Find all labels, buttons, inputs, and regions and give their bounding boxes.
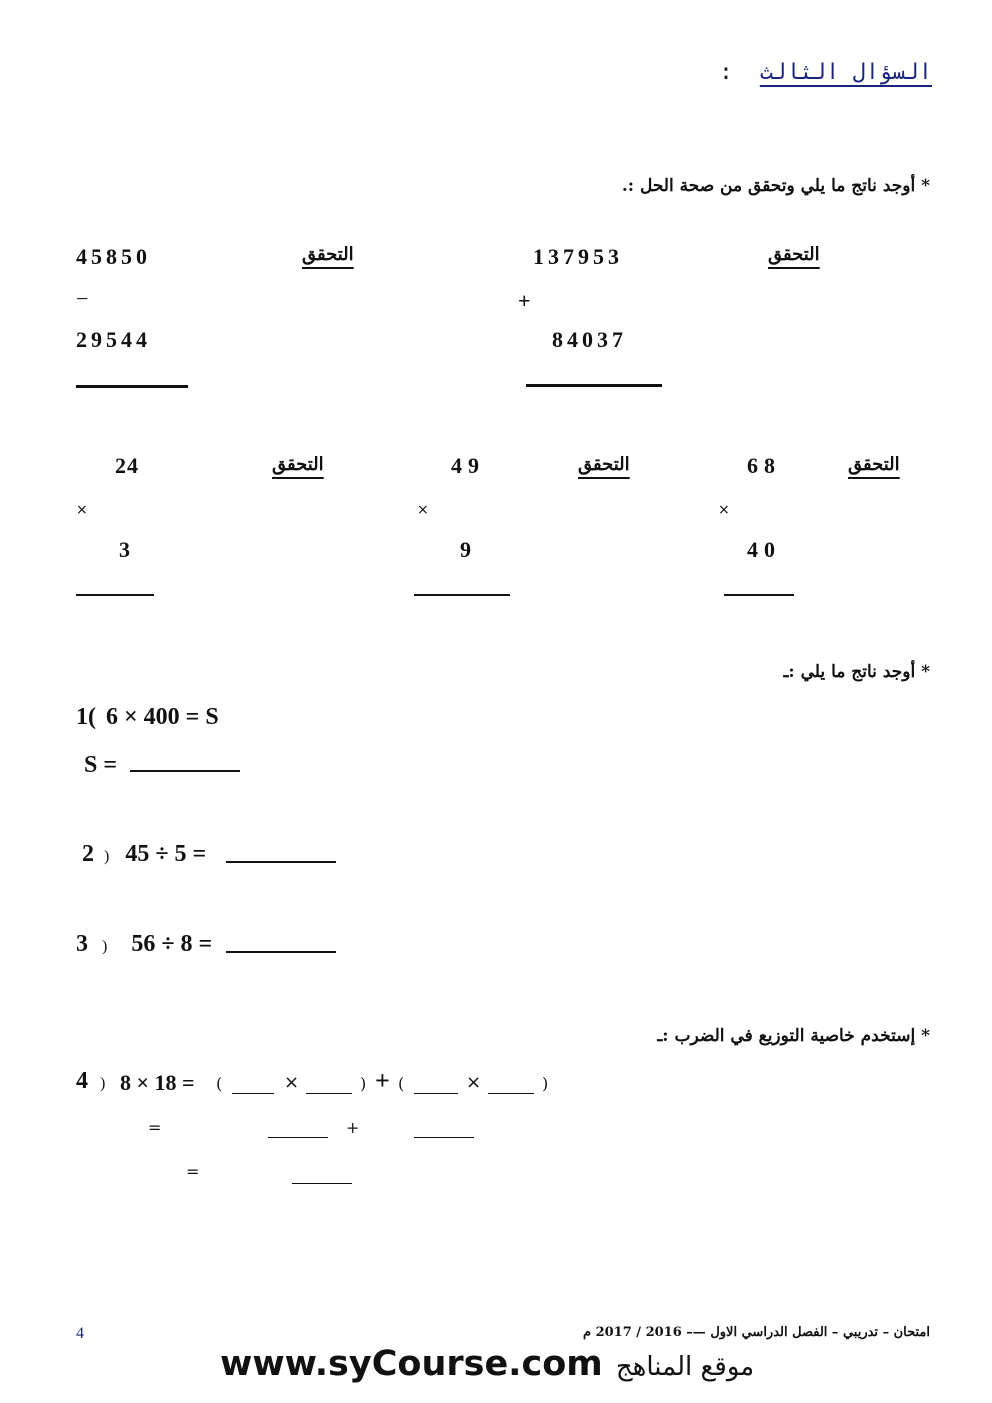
addition-top: 137953 [533, 244, 623, 269]
mult-1-top: 24 [115, 453, 139, 478]
mult-1-answer-line [76, 594, 154, 596]
q4-blank-1[interactable] [232, 1093, 274, 1094]
check-label-mult-1: التحقق [272, 454, 324, 475]
q1-answer-label: S = [84, 752, 118, 778]
q4-expression: 8 × 18 = [120, 1070, 195, 1095]
q1-answer-line[interactable] [130, 770, 240, 772]
instruction-2: * أوجد ناتج ما يلي :ـ [783, 662, 930, 682]
check-label-mult-2: التحقق [578, 454, 630, 475]
q4-blank-3[interactable] [414, 1093, 458, 1094]
section-title-row [719, 60, 932, 85]
check-label-add: التحقق [768, 244, 820, 265]
q4-times-1: × [284, 1072, 300, 1093]
q4-close-2: ) [542, 1074, 549, 1093]
q4-times-2: × [466, 1072, 482, 1093]
q4-blank-6[interactable] [414, 1137, 474, 1138]
mult-2-answer-line [414, 594, 510, 596]
subtraction-top: 45850 [76, 244, 151, 269]
q4-blank-7[interactable] [292, 1183, 352, 1184]
site-name: موقع المناهج [615, 1352, 755, 1382]
q4-close-1: ) [360, 1074, 367, 1093]
section-title-colon: : [719, 60, 733, 85]
instruction-1: * أوجد ناتج ما يلي وتحقق من صحة الحل :. [621, 176, 930, 196]
q3-paren-close: ) [102, 938, 108, 955]
q1-expression: 6 × 400 = S [106, 704, 219, 730]
mult-1-bottom: 3 [119, 537, 134, 562]
website-url[interactable]: www.syCourse.com [220, 1344, 603, 1384]
mult-3-operator: × [718, 502, 730, 518]
q3-answer-line[interactable] [226, 951, 336, 953]
q4-open-1: ( [216, 1074, 223, 1093]
q4-paren: ) [100, 1075, 106, 1092]
q2-row [82, 841, 206, 868]
addition-answer-line [526, 384, 662, 387]
q4-number: 4 [76, 1068, 88, 1094]
q2-number: 2 [82, 841, 94, 867]
q4-plus: + [375, 1066, 390, 1095]
mult-3-top: 68 [747, 453, 781, 478]
q1-row [76, 704, 219, 731]
page-number: 4 [76, 1325, 84, 1342]
website-footer [220, 1344, 754, 1384]
q3-number: 3 [76, 931, 88, 957]
mult-1-operator: × [76, 502, 88, 518]
mult-3-bottom: 40 [747, 537, 781, 562]
q4-equals-3: = [186, 1162, 200, 1181]
exam-footer-text: امتحان – تدريبي – الفصل الدراسي الاول —– 2016 / 2017 م [583, 1325, 930, 1340]
q4-blank-4[interactable] [488, 1093, 534, 1094]
q4-blank-5[interactable] [268, 1137, 328, 1138]
q2-expression: 45 ÷ 5 = [125, 841, 207, 867]
check-label-sub: التحقق [302, 244, 354, 265]
check-label-mult-3: التحقق [848, 454, 900, 475]
q2-paren-close: ) [104, 848, 110, 865]
q4-equals-2: = [148, 1118, 162, 1137]
instruction-3: * إستخدم خاصية التوزيع في الضرب :ـ [657, 1026, 930, 1046]
mult-3-answer-line [724, 594, 794, 596]
mult-2-bottom: 9 [460, 537, 475, 562]
q1-label: 1( [76, 704, 96, 730]
q4-plus-2: + [346, 1118, 360, 1137]
addition-bottom: 84037 [552, 327, 627, 352]
q3-expression: 56 ÷ 8 = [131, 931, 213, 957]
mult-2-top: 49 [451, 453, 485, 478]
q2-answer-line[interactable] [226, 861, 336, 863]
addition-operator: + [518, 288, 535, 313]
subtraction-answer-line [76, 385, 188, 388]
section-title: السؤال الثالث [759, 60, 932, 85]
mult-2-operator: × [417, 502, 429, 518]
q4-blank-2[interactable] [306, 1093, 352, 1094]
q4-open-2: ( [398, 1074, 405, 1093]
subtraction-operator: − [76, 286, 93, 311]
subtraction-bottom: 29544 [76, 327, 151, 352]
q3-row [76, 931, 212, 958]
